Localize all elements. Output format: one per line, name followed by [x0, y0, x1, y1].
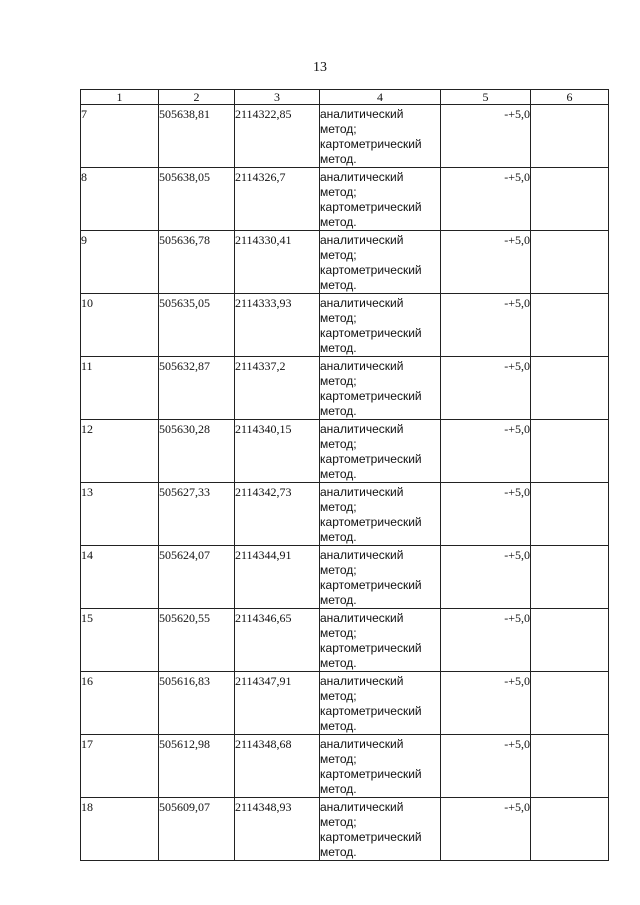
accuracy-cell: -+5,0	[441, 546, 531, 609]
method-text: метод;	[320, 437, 357, 451]
method-text: аналитический	[320, 548, 404, 562]
method-cell	[320, 357, 441, 420]
x-coordinate-cell: 505616,83	[159, 672, 235, 735]
y-coordinate-cell: 2114346,65	[235, 609, 320, 672]
method-cell	[320, 420, 441, 483]
method-text: метод.	[320, 341, 357, 355]
y-coordinate-cell: 2114344,91	[235, 546, 320, 609]
method-cell	[320, 231, 441, 294]
table-row	[81, 105, 609, 168]
method-text: картометрический	[320, 641, 422, 655]
x-coordinate-cell: 505612,98	[159, 735, 235, 798]
y-coordinate-cell: 2114340,15	[235, 420, 320, 483]
accuracy-cell: -+5,0	[441, 420, 531, 483]
method-cell	[320, 105, 441, 168]
table-row	[81, 672, 609, 735]
table-row	[81, 546, 609, 609]
note-cell	[531, 609, 609, 672]
method-text: аналитический	[320, 674, 404, 688]
column-header: 6	[531, 90, 609, 105]
y-coordinate-cell: 2114342,73	[235, 483, 320, 546]
x-coordinate-cell: 505609,07	[159, 798, 235, 861]
point-number-cell: 18	[81, 798, 159, 861]
method-text: картометрический	[320, 263, 422, 277]
method-text: картометрический	[320, 515, 422, 529]
column-header: 1	[81, 90, 159, 105]
table-row	[81, 420, 609, 483]
accuracy-cell: -+5,0	[441, 609, 531, 672]
method-text: метод;	[320, 122, 357, 136]
note-cell	[531, 168, 609, 231]
x-coordinate-cell: 505620,55	[159, 609, 235, 672]
y-coordinate-cell: 2114333,93	[235, 294, 320, 357]
method-text: метод.	[320, 845, 357, 859]
note-cell	[531, 483, 609, 546]
point-number-cell: 11	[81, 357, 159, 420]
y-coordinate-cell: 2114337,2	[235, 357, 320, 420]
y-coordinate-cell: 2114348,68	[235, 735, 320, 798]
method-text: метод;	[320, 752, 357, 766]
accuracy-cell: -+5,0	[441, 294, 531, 357]
accuracy-cell: -+5,0	[441, 798, 531, 861]
accuracy-cell: -+5,0	[441, 105, 531, 168]
method-text: картометрический	[320, 137, 422, 151]
method-text: аналитический	[320, 170, 404, 184]
y-coordinate-cell: 2114347,91	[235, 672, 320, 735]
accuracy-cell: -+5,0	[441, 483, 531, 546]
x-coordinate-cell: 505627,33	[159, 483, 235, 546]
method-text: метод;	[320, 185, 357, 199]
method-text: аналитический	[320, 800, 404, 814]
method-text: метод.	[320, 152, 357, 166]
method-cell	[320, 294, 441, 357]
note-cell	[531, 294, 609, 357]
table-row	[81, 609, 609, 672]
point-number-cell: 17	[81, 735, 159, 798]
coordinates-table	[80, 89, 609, 861]
method-text: аналитический	[320, 737, 404, 751]
note-cell	[531, 546, 609, 609]
method-text: метод.	[320, 215, 357, 229]
method-cell	[320, 168, 441, 231]
x-coordinate-cell: 505624,07	[159, 546, 235, 609]
method-cell	[320, 546, 441, 609]
method-text: картометрический	[320, 389, 422, 403]
method-text: аналитический	[320, 233, 404, 247]
accuracy-cell: -+5,0	[441, 735, 531, 798]
y-coordinate-cell: 2114330,41	[235, 231, 320, 294]
y-coordinate-cell: 2114326,7	[235, 168, 320, 231]
point-number-cell: 10	[81, 294, 159, 357]
y-coordinate-cell: 2114322,85	[235, 105, 320, 168]
method-text: метод.	[320, 593, 357, 607]
method-text: картометрический	[320, 200, 422, 214]
note-cell	[531, 735, 609, 798]
table-row	[81, 357, 609, 420]
method-text: метод.	[320, 467, 357, 481]
point-number-cell: 13	[81, 483, 159, 546]
method-text: метод;	[320, 374, 357, 388]
column-header: 2	[159, 90, 235, 105]
table-body	[81, 105, 609, 861]
point-number-cell: 8	[81, 168, 159, 231]
method-cell	[320, 735, 441, 798]
method-text: метод;	[320, 500, 357, 514]
table-row	[81, 294, 609, 357]
method-text: аналитический	[320, 296, 404, 310]
note-cell	[531, 231, 609, 294]
accuracy-cell: -+5,0	[441, 357, 531, 420]
note-cell	[531, 105, 609, 168]
method-text: метод.	[320, 782, 357, 796]
method-text: аналитический	[320, 485, 404, 499]
point-number-cell: 16	[81, 672, 159, 735]
column-header: 4	[320, 90, 441, 105]
note-cell	[531, 672, 609, 735]
method-text: картометрический	[320, 326, 422, 340]
method-text: аналитический	[320, 611, 404, 625]
method-text: метод.	[320, 278, 357, 292]
x-coordinate-cell: 505638,05	[159, 168, 235, 231]
page-number: 13	[313, 60, 327, 75]
note-cell	[531, 357, 609, 420]
table-row	[81, 483, 609, 546]
method-text: метод;	[320, 563, 357, 577]
point-number-cell: 7	[81, 105, 159, 168]
method-text: картометрический	[320, 704, 422, 718]
method-text: аналитический	[320, 359, 404, 373]
point-number-cell: 15	[81, 609, 159, 672]
method-text: метод.	[320, 530, 357, 544]
table-row	[81, 735, 609, 798]
x-coordinate-cell: 505638,81	[159, 105, 235, 168]
method-text: аналитический	[320, 422, 404, 436]
y-coordinate-cell: 2114348,93	[235, 798, 320, 861]
method-cell	[320, 609, 441, 672]
method-text: метод;	[320, 689, 357, 703]
note-cell	[531, 798, 609, 861]
point-number-cell: 9	[81, 231, 159, 294]
method-text: метод.	[320, 719, 357, 733]
method-text: метод.	[320, 404, 357, 418]
method-text: метод;	[320, 311, 357, 325]
x-coordinate-cell: 505635,05	[159, 294, 235, 357]
x-coordinate-cell: 505630,28	[159, 420, 235, 483]
table-row	[81, 168, 609, 231]
method-text: картометрический	[320, 767, 422, 781]
method-text: картометрический	[320, 452, 422, 466]
table-row	[81, 798, 609, 861]
note-cell	[531, 420, 609, 483]
method-text: аналитический	[320, 107, 404, 121]
x-coordinate-cell: 505632,87	[159, 357, 235, 420]
table-row	[81, 231, 609, 294]
method-text: метод;	[320, 626, 357, 640]
accuracy-cell: -+5,0	[441, 168, 531, 231]
method-text: метод;	[320, 248, 357, 262]
accuracy-cell: -+5,0	[441, 231, 531, 294]
method-cell	[320, 672, 441, 735]
accuracy-cell: -+5,0	[441, 672, 531, 735]
method-text: метод.	[320, 656, 357, 670]
method-cell	[320, 483, 441, 546]
point-number-cell: 12	[81, 420, 159, 483]
x-coordinate-cell: 505636,78	[159, 231, 235, 294]
point-number-cell: 14	[81, 546, 159, 609]
method-cell	[320, 798, 441, 861]
column-header: 3	[235, 90, 320, 105]
column-header: 5	[441, 90, 531, 105]
method-text: картометрический	[320, 578, 422, 592]
method-text: метод;	[320, 815, 357, 829]
table-header-row	[81, 90, 609, 105]
method-text: картометрический	[320, 830, 422, 844]
